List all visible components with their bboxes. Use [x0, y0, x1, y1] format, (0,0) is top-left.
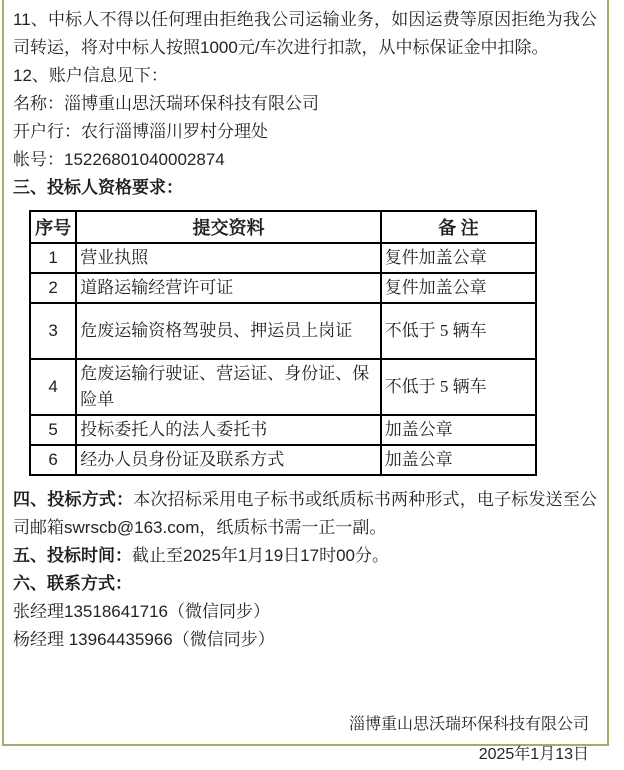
table-header-material: 提交资料	[76, 211, 380, 243]
row-material: 危废运输行驶证、营运证、身份证、保险单	[76, 359, 380, 415]
row-material: 危废运输资格驾驶员、押运员上岗证	[76, 303, 380, 359]
table-row	[30, 359, 536, 415]
table-header-row	[30, 211, 536, 243]
contact-yang: 杨经理 13964435966（微信同步）	[13, 630, 275, 649]
row-seq: 5	[30, 415, 76, 445]
table-row	[30, 303, 536, 359]
row-seq: 6	[30, 445, 76, 475]
row-material: 经办人员身份证及联系方式	[76, 445, 380, 475]
section-5	[13, 542, 597, 570]
row-note: 加盖公章	[381, 415, 536, 445]
section-3-title: 三、投标人资格要求：	[13, 178, 183, 197]
contact-zhang: 张经理13518641716（微信同步）	[13, 602, 271, 621]
row-note: 加盖公章	[381, 445, 536, 475]
account-name: 名称：淄博重山思沃瑞环保科技有限公司	[13, 94, 319, 113]
signature-date: 2025年1月13日	[478, 746, 589, 763]
section-5-label: 五、投标时间：	[13, 546, 132, 565]
row-note: 复件加盖公章	[381, 273, 536, 303]
clause-11: 11、中标人不得以任何理由拒绝我公司运输业务，如因运费等原因拒绝为我公司转运，将对中标人按照1000元/车次进行扣款，从中标保证金中扣除。	[13, 10, 597, 57]
table-row	[30, 445, 536, 475]
section-4-text: 本次招标采用电子标书或纸质标书两种形式，电子标发送至公司邮箱swrscb@163.com，纸质标书需一正一副。	[13, 490, 598, 537]
account-bank: 开户行：农行淄博淄川罗村分理处	[13, 122, 268, 141]
row-note: 不低于 5 辆车	[381, 303, 536, 359]
section-4	[13, 486, 597, 542]
row-seq: 2	[30, 273, 76, 303]
document-content	[4, 0, 609, 770]
row-material: 道路运输经营许可证	[76, 273, 380, 303]
signature-company: 淄博重山思沃瑞环保科技有限公司	[348, 716, 589, 733]
row-seq: 1	[30, 243, 76, 273]
row-seq: 3	[30, 303, 76, 359]
account-number: 帐号：15226801040002874	[13, 150, 225, 169]
signature-block	[13, 710, 597, 770]
section-6-title: 六、联系方式：	[13, 574, 132, 593]
table-row	[30, 273, 536, 303]
qualification-table	[29, 210, 537, 476]
row-material: 投标委托人的法人委托书	[76, 415, 380, 445]
row-note: 复件加盖公章	[381, 243, 536, 273]
section-5-text: 截止至2025年1月19日17时00分。	[132, 546, 390, 565]
section-4-label: 四、投标方式：	[13, 490, 134, 509]
row-seq: 4	[30, 359, 76, 415]
row-note: 不低于 5 辆车	[381, 359, 536, 415]
lower-sections	[13, 486, 597, 654]
table-header-note: 备 注	[381, 211, 536, 243]
clause-12: 12、账户信息见下：	[13, 66, 168, 85]
table-header-seq: 序号	[30, 211, 76, 243]
table-row	[30, 243, 536, 273]
table-row	[30, 415, 536, 445]
row-material: 营业执照	[76, 243, 380, 273]
